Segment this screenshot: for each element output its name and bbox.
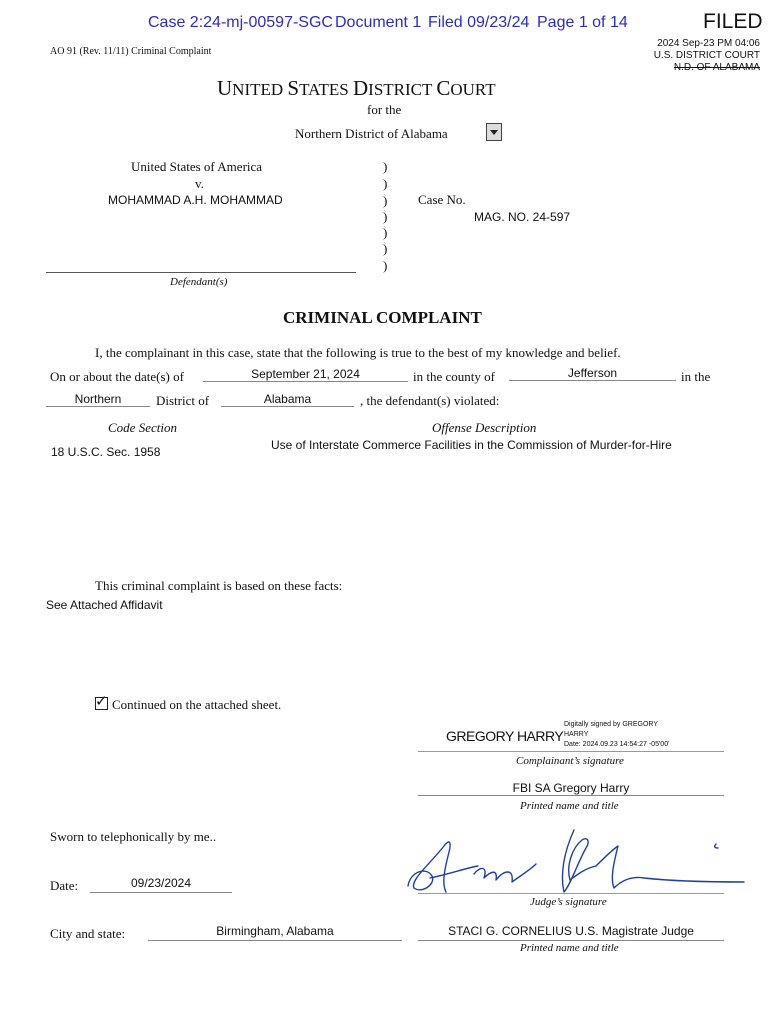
defendant-name: MOHAMMAD A.H. MOHAMMAD — [108, 193, 283, 207]
plaintiff-name: United States of America — [131, 159, 263, 174]
header-document: Document 1 — [335, 14, 422, 31]
filed-stamp-court: U.S. DISTRICT COURT — [653, 50, 760, 61]
form-id: AO 91 (Rev. 11/11) Criminal Complaint — [50, 46, 212, 57]
violated-label: , the defendant(s) violated: — [360, 393, 500, 408]
caption-paren: ) — [383, 159, 388, 174]
judge-signature-label: Judge’s signature — [530, 896, 607, 908]
judge-signature-line — [418, 893, 724, 894]
complainant-printed-name[interactable]: FBI SA Gregory Harry — [418, 781, 724, 796]
header-filed-date: Filed 09/23/24 — [428, 14, 530, 31]
defendant-label: Defendant(s) — [170, 276, 228, 288]
complainant-signature-line — [418, 751, 724, 752]
signature-stroke — [430, 866, 478, 878]
date-field[interactable]: 09/23/2024 — [90, 876, 232, 893]
state-field[interactable]: Alabama — [221, 392, 354, 407]
digital-signature-note: Digitally signed by GREGORY — [564, 721, 659, 728]
caption-paren: ) — [383, 225, 388, 240]
court-title: UNITED STATES DISTRICT COURT — [217, 76, 496, 100]
district-of-label: District of — [156, 393, 210, 408]
in-county-label: in the county of — [413, 369, 495, 384]
offense-description-header: Offense Description — [432, 420, 537, 435]
case-no-label: Case No. — [418, 192, 466, 207]
continued-label: Continued on the attached sheet. — [112, 697, 282, 712]
signature-stroke — [562, 830, 596, 892]
header-case-number: Case 2:24-mj-00597-SGC — [148, 14, 333, 31]
signature-stroke — [596, 846, 744, 888]
city-state-label: City and state: — [50, 926, 126, 941]
date-label: Date: — [50, 878, 79, 893]
signature-stroke — [715, 844, 718, 848]
district-dropdown-button[interactable] — [486, 123, 502, 141]
judge-printed-name[interactable]: STACI G. CORNELIUS U.S. Magistrate Judge — [418, 924, 724, 941]
date-line-prefix: On or about the date(s) of — [50, 369, 184, 384]
digital-signature-note: HARRY — [564, 731, 589, 738]
complainant-signature-label: Complainant’s signature — [516, 755, 624, 767]
county-field[interactable]: Jefferson — [509, 366, 676, 381]
caption-paren: ) — [383, 258, 388, 273]
case-no-value: MAG. NO. 24-597 — [474, 210, 571, 224]
filed-stamp-district: N.D. OF ALABAMA — [673, 62, 760, 73]
caption-paren: ) — [383, 176, 388, 191]
caption-paren: ) — [383, 209, 388, 224]
code-section-header: Code Section — [108, 420, 177, 435]
complaint-title: CRIMINAL COMPLAINT — [283, 308, 482, 327]
digital-signature-date: Date: 2024.09.23 14:54:27 -05'00' — [564, 741, 670, 748]
filed-stamp-datetime: 2024 Sep-23 PM 04:06 — [657, 38, 760, 49]
header-page: Page 1 of 14 — [537, 14, 628, 31]
in-the-label: in the — [681, 369, 711, 384]
complainant-digital-signature[interactable]: GREGORY HARRY — [446, 728, 564, 744]
city-state-field[interactable]: Birmingham, Alabama — [148, 924, 402, 941]
complainant-printed-label: Printed name and title — [520, 800, 619, 812]
caption-paren: ) — [383, 193, 388, 208]
judge-handwritten-signature — [400, 822, 750, 902]
defendant-line — [46, 272, 356, 273]
offense-date-field[interactable]: September 21, 2024 — [203, 367, 408, 382]
district-part-field[interactable]: Northern — [46, 392, 150, 407]
sworn-statement: Sworn to telephonically by me.. — [50, 829, 217, 844]
signature-stroke — [474, 864, 536, 882]
district-select-value: Northern District of Alabama — [295, 126, 448, 141]
filed-stamp-title: FILED — [703, 10, 763, 33]
caption-paren: ) — [383, 241, 388, 256]
continued-checkbox[interactable] — [95, 697, 108, 710]
intro-sentence: I, the complainant in this case, state that the following is true to the best of my knowledge and belief. — [95, 345, 621, 360]
offense-description-value[interactable]: Use of Interstate Commerce Facilities in the Commission of Murder-for-Hire — [271, 438, 672, 452]
signature-stroke — [408, 842, 450, 892]
code-section-value[interactable]: 18 U.S.C. Sec. 1958 — [51, 445, 161, 459]
facts-value[interactable]: See Attached Affidavit — [46, 598, 163, 612]
judge-printed-label: Printed name and title — [520, 942, 619, 954]
facts-label: This criminal complaint is based on these facts: — [95, 578, 343, 593]
for-the-label: for the — [367, 102, 402, 117]
versus: v. — [195, 176, 204, 191]
